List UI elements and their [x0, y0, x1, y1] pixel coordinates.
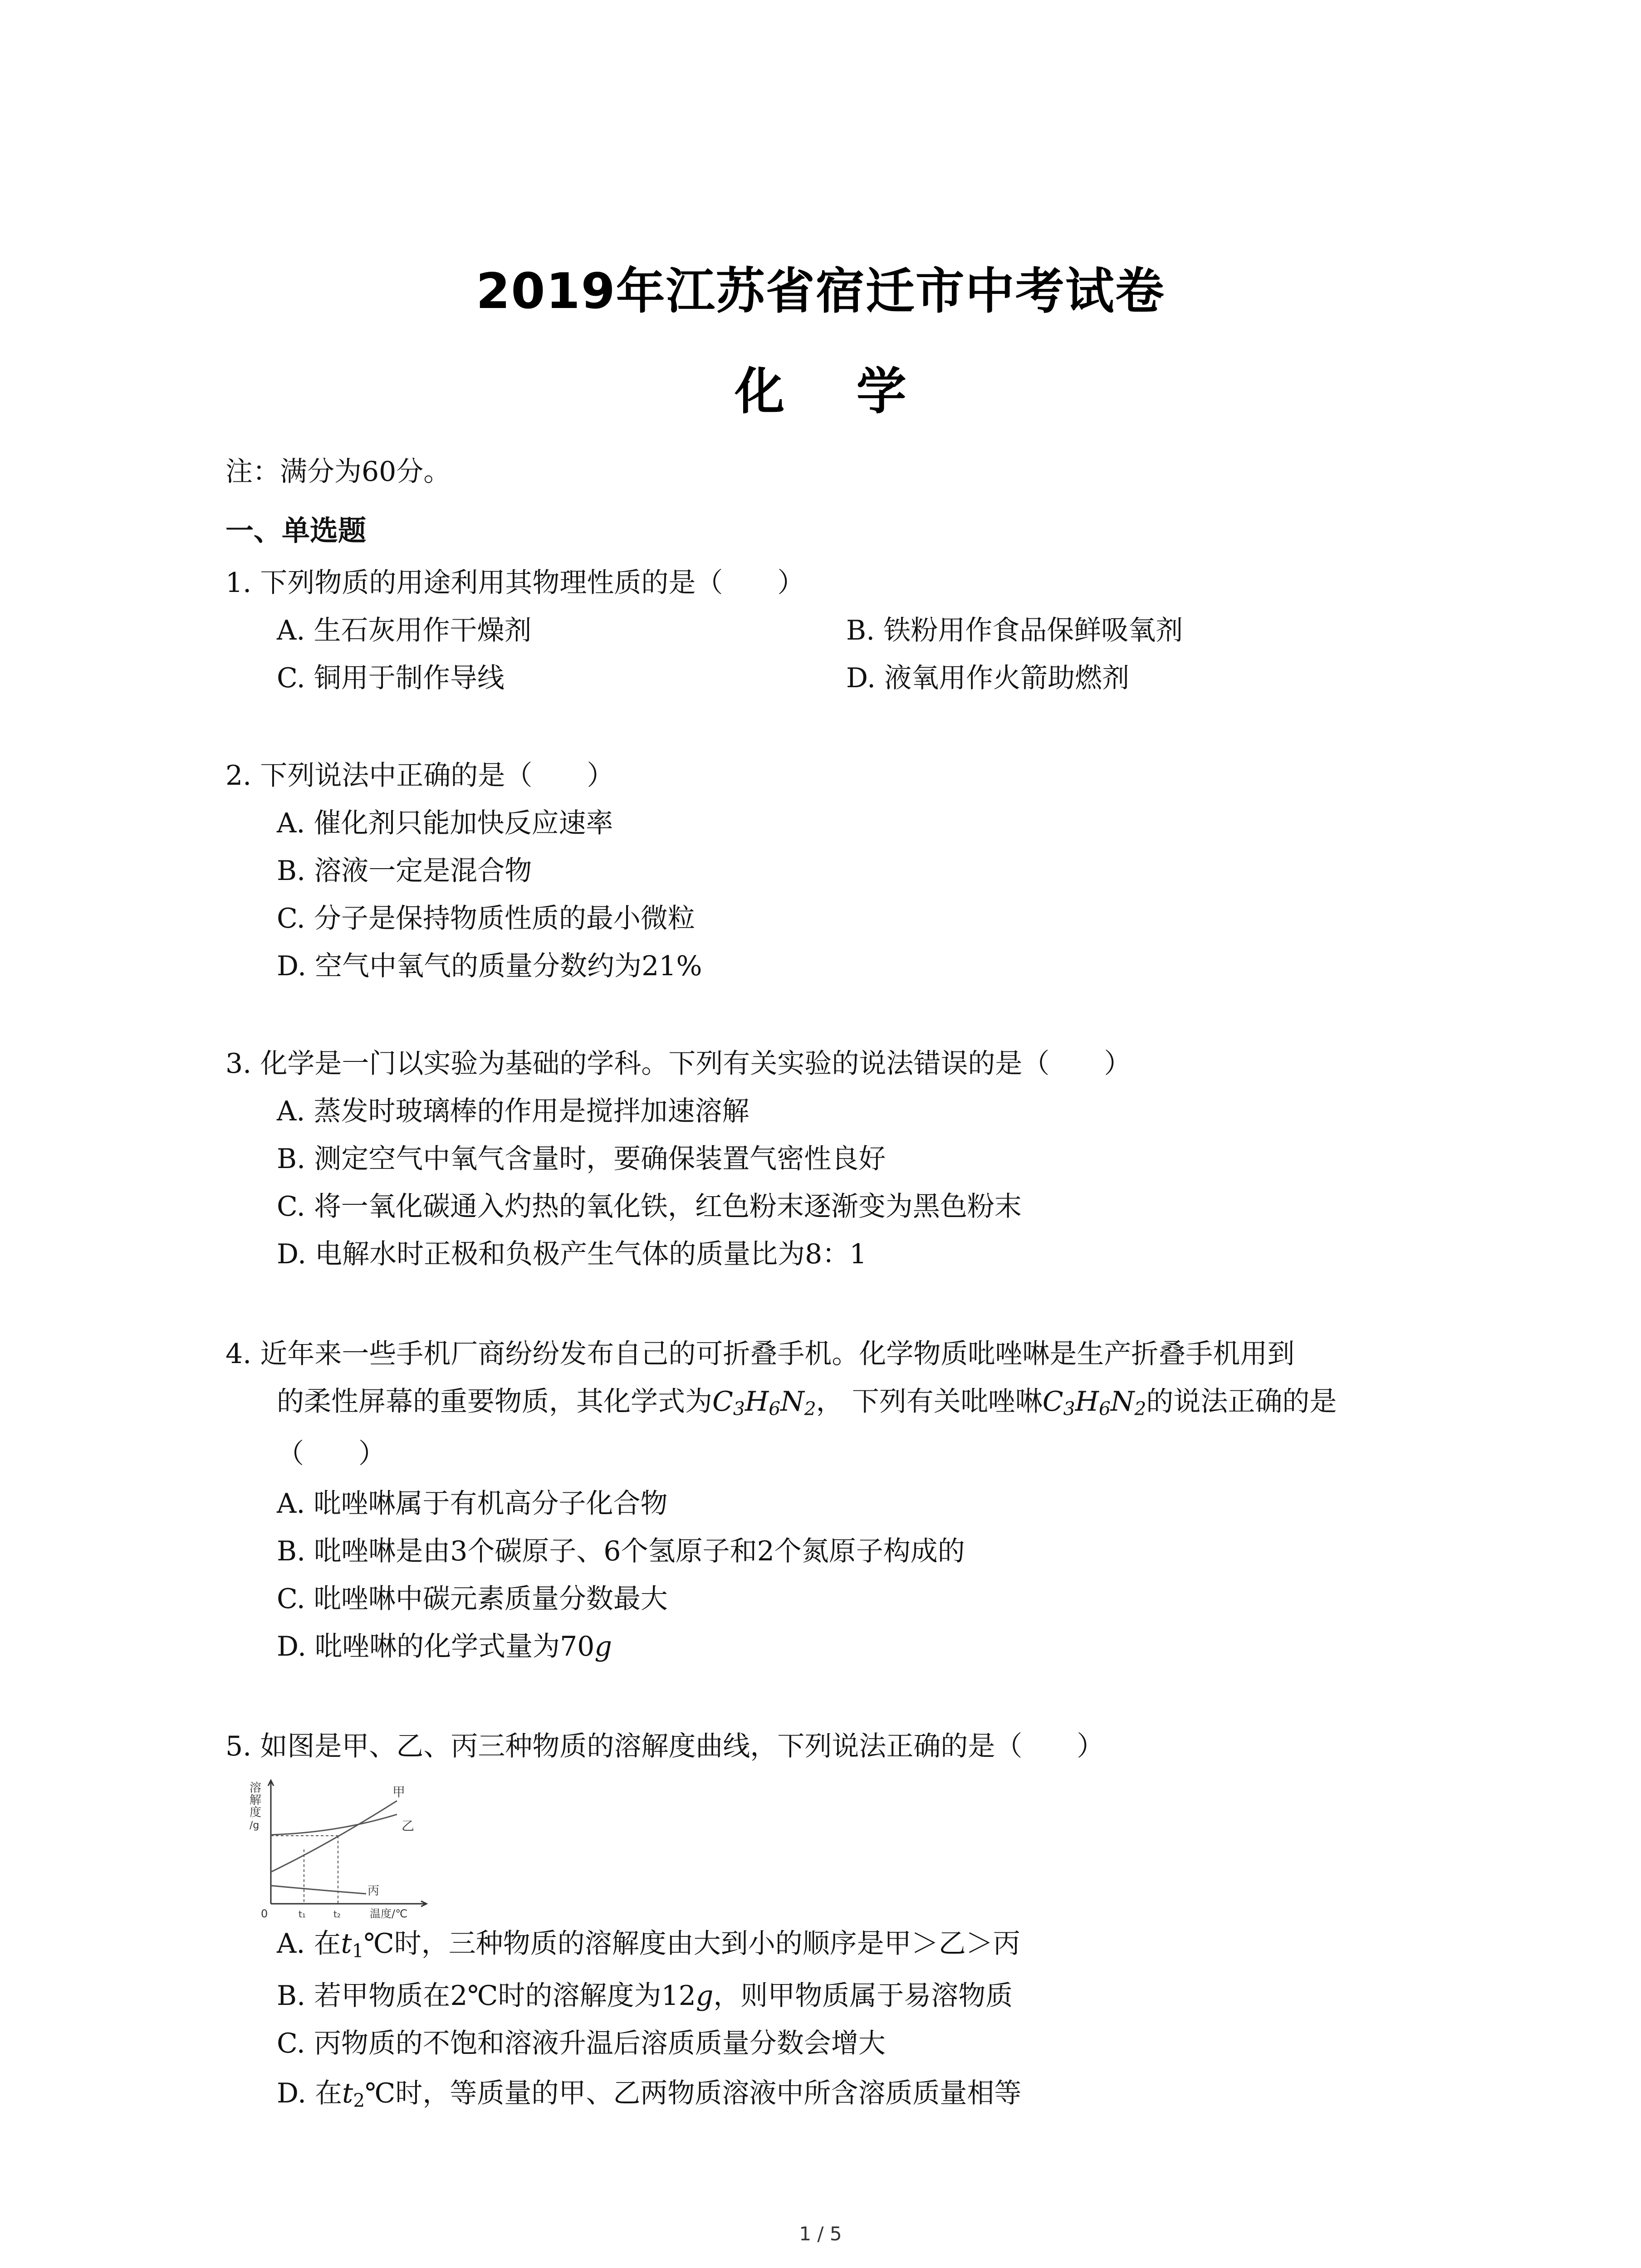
- curve-label-jia: 甲: [392, 1784, 406, 1799]
- question-3-option-a: A. 蒸发时玻璃棒的作用是搅拌加速溶解: [277, 1095, 749, 1127]
- question-5-option-a: A. 在$t_1℃$时，三种物质的溶解度由大到小的顺序是甲＞乙＞丙: [277, 1928, 1020, 1962]
- question-4-option-d: D. 吡唑啉的化学式量为70g: [277, 1631, 612, 1662]
- t2-tick-label: t₂: [333, 1909, 341, 1920]
- question-4-stem-line-3: （ ）: [277, 1438, 386, 1470]
- y-axis-label-char-2: 解: [250, 1794, 262, 1807]
- formula-pyrazoline-2: $C_3H_6N_2$: [1042, 1386, 1146, 1420]
- question-3-stem: 3. 化学是一门以实验为基础的学科。下列有关实验的说法错误的是（ ）: [225, 1048, 1132, 1080]
- t1-tick-label: t₁: [299, 1909, 306, 1920]
- question-4-option-a: A. 吡唑啉属于有机高分子化合物: [277, 1488, 668, 1520]
- subject-title: 化 学: [735, 362, 934, 420]
- curve-yi: [271, 1814, 397, 1835]
- question-3-option-b: B. 测定空气中氧气含量时，要确保装置气密性良好: [277, 1143, 886, 1175]
- y-axis-label-char-3: 度: [250, 1806, 262, 1819]
- curve-bing: [271, 1886, 366, 1894]
- question-1-option-a: A. 生石灰用作干燥剂: [277, 615, 532, 646]
- page-number: 1 / 5: [799, 2223, 842, 2245]
- question-1-option-d: D. 液氧用作火箭助燃剂: [846, 662, 1130, 694]
- x-axis-label: 温度/℃: [370, 1907, 408, 1920]
- question-2-option-b: B. 溶液一定是混合物: [277, 855, 532, 887]
- origin-label: 0: [261, 1907, 268, 1920]
- score-note: 注：满分为60分。: [225, 456, 451, 488]
- question-4-option-b: B. 吡唑啉是由3个碳原子、6个氢原子和2个氮原子构成的: [277, 1535, 965, 1567]
- curve-label-yi: 乙: [402, 1818, 415, 1833]
- question-4-stem-line-2: 的柔性屏幕的重要物质，其化学式为$C_3H_6N_2$， 下列有关吡唑啉$C_3H_6N_2$的说法正确的是: [277, 1386, 1337, 1420]
- question-3-option-d: D. 电解水时正极和负极产生气体的质量比为8：1: [277, 1238, 867, 1270]
- question-5-option-b: B. 若甲物质在2℃时的溶解度为12g，则甲物质属于易溶物质: [277, 1980, 1013, 2012]
- solubility-chart: [247, 1771, 438, 1921]
- question-2-option-a: A. 催化剂只能加快反应速率: [277, 807, 613, 839]
- question-3-option-c: C. 将一氧化碳通入灼热的氧化铁，红色粉末逐渐变为黑色粉末: [277, 1191, 1022, 1222]
- question-2-option-d: D. 空气中氧气的质量分数约为21%: [277, 950, 702, 982]
- curve-label-bing: 丙: [367, 1884, 380, 1898]
- formula-pyrazoline: $C_3H_6N_2$: [712, 1386, 816, 1420]
- question-1-option-b: B. 铁粉用作食品保鲜吸氧剂: [846, 615, 1183, 646]
- question-5-stem: 5. 如图是甲、乙、丙三种物质的溶解度曲线，下列说法正确的是（ ）: [225, 1730, 1104, 1762]
- question-1-stem: 1. 下列物质的用途利用其物理性质的是（ ）: [225, 567, 805, 599]
- curve-jia: [271, 1801, 397, 1872]
- question-4-option-c: C. 吡唑啉中碳元素质量分数最大: [277, 1583, 668, 1615]
- section-heading: 一、单选题: [225, 514, 367, 547]
- question-4-stem-line-1: 4. 近年来一些手机厂商纷纷发布自己的可折叠手机。化学物质吡唑啉是生产折叠手机用到: [225, 1338, 1295, 1370]
- question-1-option-c: C. 铜用于制作导线: [277, 662, 505, 694]
- y-axis-label-unit: /g: [250, 1820, 260, 1831]
- question-5-option-d: D. 在$t_2℃$时，等质量的甲、乙两物质溶液中所含溶质质量相等: [277, 2077, 1022, 2112]
- question-5-option-c: C. 丙物质的不饱和溶液升温后溶质质量分数会增大: [277, 2028, 886, 2059]
- exam-title: 2019年江苏省宿迁市中考试卷: [476, 263, 1165, 320]
- question-2-stem: 2. 下列说法中正确的是（ ）: [225, 760, 614, 792]
- question-2-option-c: C. 分子是保持物质性质的最小微粒: [277, 903, 695, 934]
- y-axis-label-char-1: 溶: [250, 1781, 262, 1795]
